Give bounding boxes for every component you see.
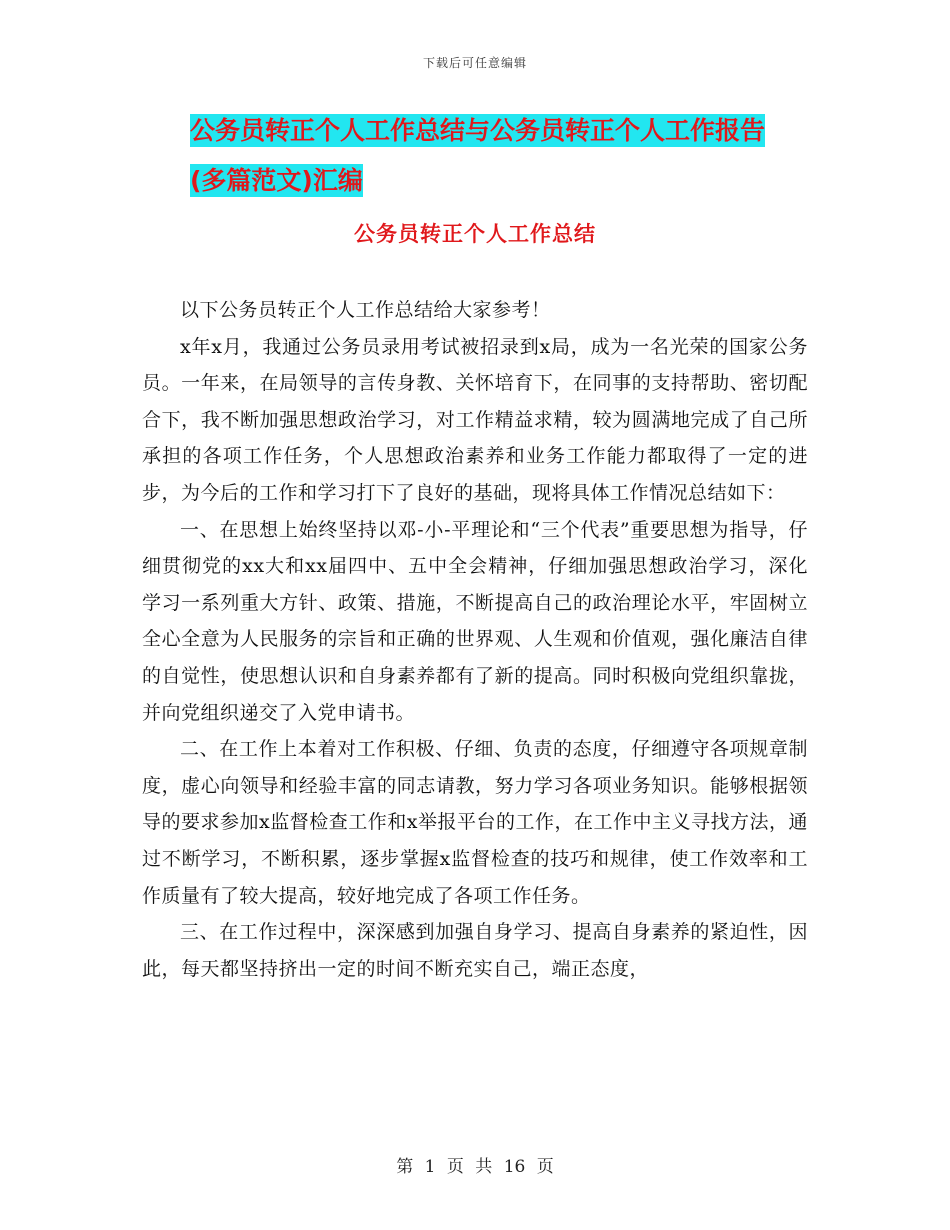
paragraph-point-1: 一、在思想上始终坚持以邓-小-平理论和“三个代表”重要思想为指导，仔细贯彻党的xx大和xx届四中、五中全会精神，仔细加强思想政治学习，深化学习一系列重大方针、政策、措施，不断提高自己的政治理论水平，牢固树立全心全意为人民服务的宗旨和正确的世界观、人生观和价值观，强化廉洁自律的自觉性，使思想认识和自身素养都有了新的提高。同时积极向党组织靠拢，并向党组织递交了入党申请书。 bbox=[142, 518, 808, 724]
document-title bbox=[190, 106, 810, 206]
paragraph-point-3: 三、在工作过程中，深深感到加强自身学习、提高自身素养的紧迫性，因此，每天都坚持挤出一定的时间不断充实自己，端正态度， bbox=[142, 921, 808, 980]
page-footer: 第 1 页 共 16 页 bbox=[396, 1157, 554, 1177]
section-title: 公务员转正个人工作总结 bbox=[354, 222, 596, 246]
paragraph-point-2: 二、在工作上本着对工作积极、仔细、负责的态度，仔细遵守各项规章制度，虚心向领导和经验丰富的同志请教，努力学习各项业务知识。能够根据领导的要求参加x监督检查工作和x举报平台的工作，在工作中主义寻找方法，通过不断学习，不断积累，逐步掌握x监督检查的技巧和规律，使工作效率和工作质量有了较大提高，较好地完成了各项工作任务。 bbox=[142, 738, 808, 907]
document-title-line-2: (多篇范文)汇编 bbox=[190, 166, 363, 195]
paragraph-overview: x年x月，我通过公务员录用考试被招录到x局，成为一名光荣的国家公务员。一年来，在局领导的言传身教、关怀培育下，在同事的支持帮助、密切配合下，我不断加强思想政治学习，对工作精益求精，较为圆满地完成了自己所承担的各项工作任务，个人思想政治素养和业务工作能力都取得了一定的进步，为今后的工作和学习打下了良好的基础，现将具体工作情况总结如下： bbox=[142, 335, 808, 504]
document-title-line-1: 公务员转正个人工作总结与公务员转正个人工作报告 bbox=[190, 116, 766, 145]
body-text bbox=[142, 292, 808, 987]
paragraph-intro: 以下公务员转正个人工作总结给大家参考！ bbox=[180, 299, 551, 321]
header-note: 下载后可任意编辑 bbox=[422, 56, 527, 70]
